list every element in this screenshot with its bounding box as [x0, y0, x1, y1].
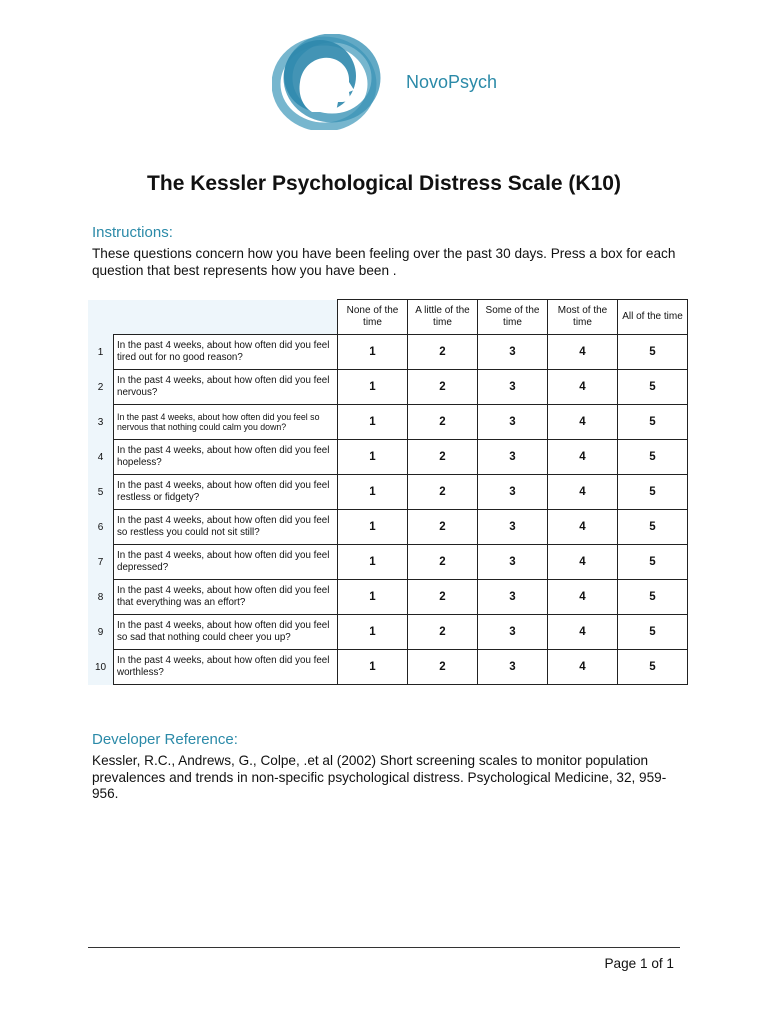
option-2-box[interactable]: 2 [408, 335, 478, 370]
option-1-box[interactable]: 1 [338, 580, 408, 615]
question-number: 1 [88, 335, 114, 370]
option-1-box[interactable]: 1 [338, 615, 408, 650]
table-row [88, 580, 688, 615]
table-row [88, 440, 688, 475]
brand-name: NovoPsych [406, 72, 498, 92]
option-5-box[interactable]: 5 [618, 510, 688, 545]
option-4-box[interactable]: 4 [548, 650, 618, 685]
question-number: 6 [88, 510, 114, 545]
question-text: In the past 4 weeks, about how often did you feel depressed? [114, 545, 338, 580]
table-row [88, 370, 688, 405]
option-5-box[interactable]: 5 [618, 475, 688, 510]
question-number: 5 [88, 475, 114, 510]
option-5-box[interactable]: 5 [618, 440, 688, 475]
option-2-box[interactable]: 2 [408, 405, 478, 440]
column-header-none: None of the time [338, 300, 408, 335]
instructions-text: These questions concern how you have been feeling over the past 30 days. Press a box for each question that best represents how you have been . [92, 246, 676, 278]
option-3-box[interactable]: 3 [478, 580, 548, 615]
option-5-box[interactable]: 5 [618, 335, 688, 370]
option-1-box[interactable]: 1 [338, 405, 408, 440]
question-text: In the past 4 weeks, about how often did you feel hopeless? [114, 440, 338, 475]
question-text: In the past 4 weeks, about how often did you feel worthless? [114, 650, 338, 685]
option-1-box[interactable]: 1 [338, 370, 408, 405]
question-text: In the past 4 weeks, about how often did you feel restless or fidgety? [114, 475, 338, 510]
option-2-box[interactable]: 2 [408, 370, 478, 405]
option-1-box[interactable]: 1 [338, 510, 408, 545]
option-4-box[interactable]: 4 [548, 335, 618, 370]
option-3-box[interactable]: 3 [478, 545, 548, 580]
option-3-box[interactable]: 3 [478, 440, 548, 475]
question-number: 8 [88, 580, 114, 615]
column-header-all: All of the time [618, 300, 688, 335]
page-number: Page 1 of 1 [604, 956, 674, 971]
column-header-a-little: A little of the time [408, 300, 478, 335]
option-5-box[interactable]: 5 [618, 545, 688, 580]
option-4-box[interactable]: 4 [548, 440, 618, 475]
option-4-box[interactable]: 4 [548, 615, 618, 650]
question-text: In the past 4 weeks, about how often did you feel that everything was an effort? [114, 580, 338, 615]
question-number: 10 [88, 650, 114, 685]
option-2-box[interactable]: 2 [408, 650, 478, 685]
option-4-box[interactable]: 4 [548, 405, 618, 440]
option-3-box[interactable]: 3 [478, 650, 548, 685]
question-text: In the past 4 weeks, about how often did you feel so nervous that nothing could calm you down? [114, 405, 338, 440]
table-row [88, 475, 688, 510]
option-1-box[interactable]: 1 [338, 545, 408, 580]
option-3-box[interactable]: 3 [478, 370, 548, 405]
option-4-box[interactable]: 4 [548, 545, 618, 580]
option-5-box[interactable]: 5 [618, 405, 688, 440]
reference-heading: Developer Reference: [92, 731, 238, 748]
novopsych-logo-icon [272, 34, 382, 130]
table-row [88, 335, 688, 370]
question-number: 7 [88, 545, 114, 580]
table-row [88, 545, 688, 580]
option-4-box[interactable]: 4 [548, 475, 618, 510]
question-number: 9 [88, 615, 114, 650]
table-row [88, 510, 688, 545]
k10-questionnaire-table [88, 299, 688, 685]
column-header-most: Most of the time [548, 300, 618, 335]
table-row [88, 650, 688, 685]
instructions-heading: Instructions: [92, 224, 173, 241]
option-1-box[interactable]: 1 [338, 440, 408, 475]
option-2-box[interactable]: 2 [408, 475, 478, 510]
header-blank-cell [88, 300, 338, 335]
table-row [88, 615, 688, 650]
option-5-box[interactable]: 5 [618, 650, 688, 685]
question-text: In the past 4 weeks, about how often did you feel nervous? [114, 370, 338, 405]
option-1-box[interactable]: 1 [338, 475, 408, 510]
option-3-box[interactable]: 3 [478, 405, 548, 440]
option-4-box[interactable]: 4 [548, 510, 618, 545]
option-4-box[interactable]: 4 [548, 580, 618, 615]
option-5-box[interactable]: 5 [618, 615, 688, 650]
question-text: In the past 4 weeks, about how often did you feel so sad that nothing could cheer you up? [114, 615, 338, 650]
option-3-box[interactable]: 3 [478, 475, 548, 510]
reference-text: Kessler, R.C., Andrews, G., Colpe, .et al (2002) Short screening scales to monitor population prevalences and trends in non-specific psychological distress. Psychological Medicine, 32, 959-956. [92, 753, 667, 801]
table-row [88, 405, 688, 440]
option-5-box[interactable]: 5 [618, 370, 688, 405]
option-2-box[interactable]: 2 [408, 440, 478, 475]
question-number: 4 [88, 440, 114, 475]
option-2-box[interactable]: 2 [408, 510, 478, 545]
footer-divider [88, 947, 680, 948]
page-title: The Kessler Psychological Distress Scale (K10) [147, 172, 621, 195]
option-2-box[interactable]: 2 [408, 580, 478, 615]
option-2-box[interactable]: 2 [408, 545, 478, 580]
question-number: 3 [88, 405, 114, 440]
option-1-box[interactable]: 1 [338, 650, 408, 685]
option-3-box[interactable]: 3 [478, 615, 548, 650]
option-3-box[interactable]: 3 [478, 510, 548, 545]
table-header-row [88, 300, 688, 335]
option-1-box[interactable]: 1 [338, 335, 408, 370]
question-text: In the past 4 weeks, about how often did you feel so restless you could not sit still? [114, 510, 338, 545]
option-3-box[interactable]: 3 [478, 335, 548, 370]
question-text: In the past 4 weeks, about how often did you feel tired out for no good reason? [114, 335, 338, 370]
option-2-box[interactable]: 2 [408, 615, 478, 650]
option-4-box[interactable]: 4 [548, 370, 618, 405]
option-5-box[interactable]: 5 [618, 580, 688, 615]
question-number: 2 [88, 370, 114, 405]
column-header-some: Some of the time [478, 300, 548, 335]
